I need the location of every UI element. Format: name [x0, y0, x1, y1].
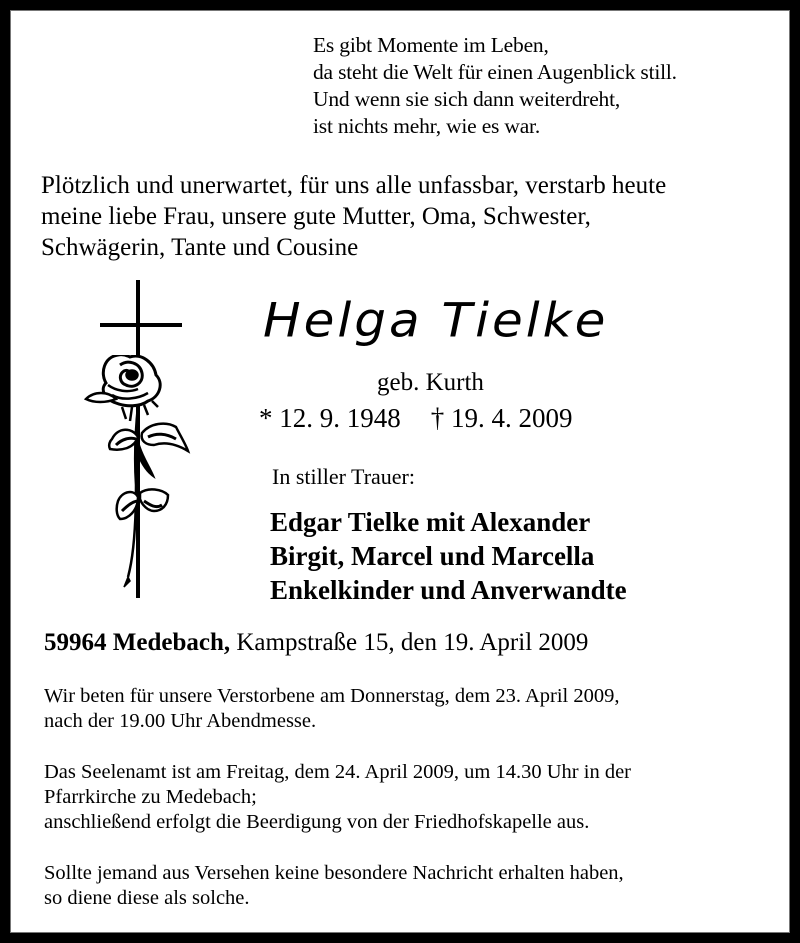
- notice-line: Das Seelenamt ist am Freitag, dem 24. April 2009, um 14.30 Uhr in der: [44, 761, 632, 783]
- notice-line: Pfarrkirche zu Medebach;: [44, 786, 257, 808]
- deceased-name: Helga Tielke: [263, 292, 609, 349]
- address-rest: Kampstraße 15, den 19. April 2009: [230, 629, 589, 656]
- notice-line: Wir beten für unsere Verstorbene am Donnerstag, dem 23. April 2009,: [44, 685, 620, 707]
- poem-line: Es gibt Momente im Leben,: [313, 33, 549, 57]
- intro-text: [41, 170, 666, 263]
- closing-note: [44, 861, 624, 911]
- notice-line: anschließend erfolgt die Beerdigung von der Friedhofskapelle aus.: [44, 811, 590, 833]
- notice-line: nach der 19.00 Uhr Abendmesse.: [44, 710, 317, 732]
- intro-line: Schwägerin, Tante und Cousine: [41, 234, 359, 261]
- poem: [313, 32, 677, 140]
- mourning-label: In stiller Trauer:: [272, 464, 415, 489]
- address-town: 59964 Medebach,: [44, 629, 231, 656]
- maiden-name: geb. Kurth: [377, 369, 484, 396]
- intro-line: meine liebe Frau, unsere gute Mutter, Oma, Schwester,: [41, 203, 591, 230]
- address-line: [44, 628, 588, 658]
- notice-line: Sollte jemand aus Versehen keine besondere Nachricht erhalten haben,: [44, 862, 624, 884]
- requiem-notice: [44, 760, 631, 835]
- cross-icon-bar: [100, 323, 182, 327]
- prayer-notice: [44, 684, 620, 734]
- poem-line: da steht die Welt für einen Augenblick still.: [313, 60, 677, 84]
- poem-line: Und wenn sie sich dann weiterdreht,: [313, 87, 621, 111]
- intro-line: Plötzlich und unerwartet, für uns alle unfassbar, verstarb heute: [41, 172, 667, 199]
- mourner-line: Birgit, Marcel und Marcella: [270, 541, 595, 571]
- mourners-list: [270, 505, 627, 607]
- mourner-line: Edgar Tielke mit Alexander: [270, 507, 591, 537]
- death-date: † 19. 4. 2009: [430, 403, 573, 433]
- notice-line: so diene diese als solche.: [44, 887, 250, 909]
- life-dates: [259, 402, 573, 434]
- mourner-line: Enkelkinder und Anverwandte: [270, 575, 627, 605]
- rose-icon: [82, 355, 192, 595]
- birth-date: * 12. 9. 1948: [259, 403, 401, 433]
- obituary-notice: [10, 10, 790, 933]
- poem-line: ist nichts mehr, wie es war.: [313, 114, 541, 138]
